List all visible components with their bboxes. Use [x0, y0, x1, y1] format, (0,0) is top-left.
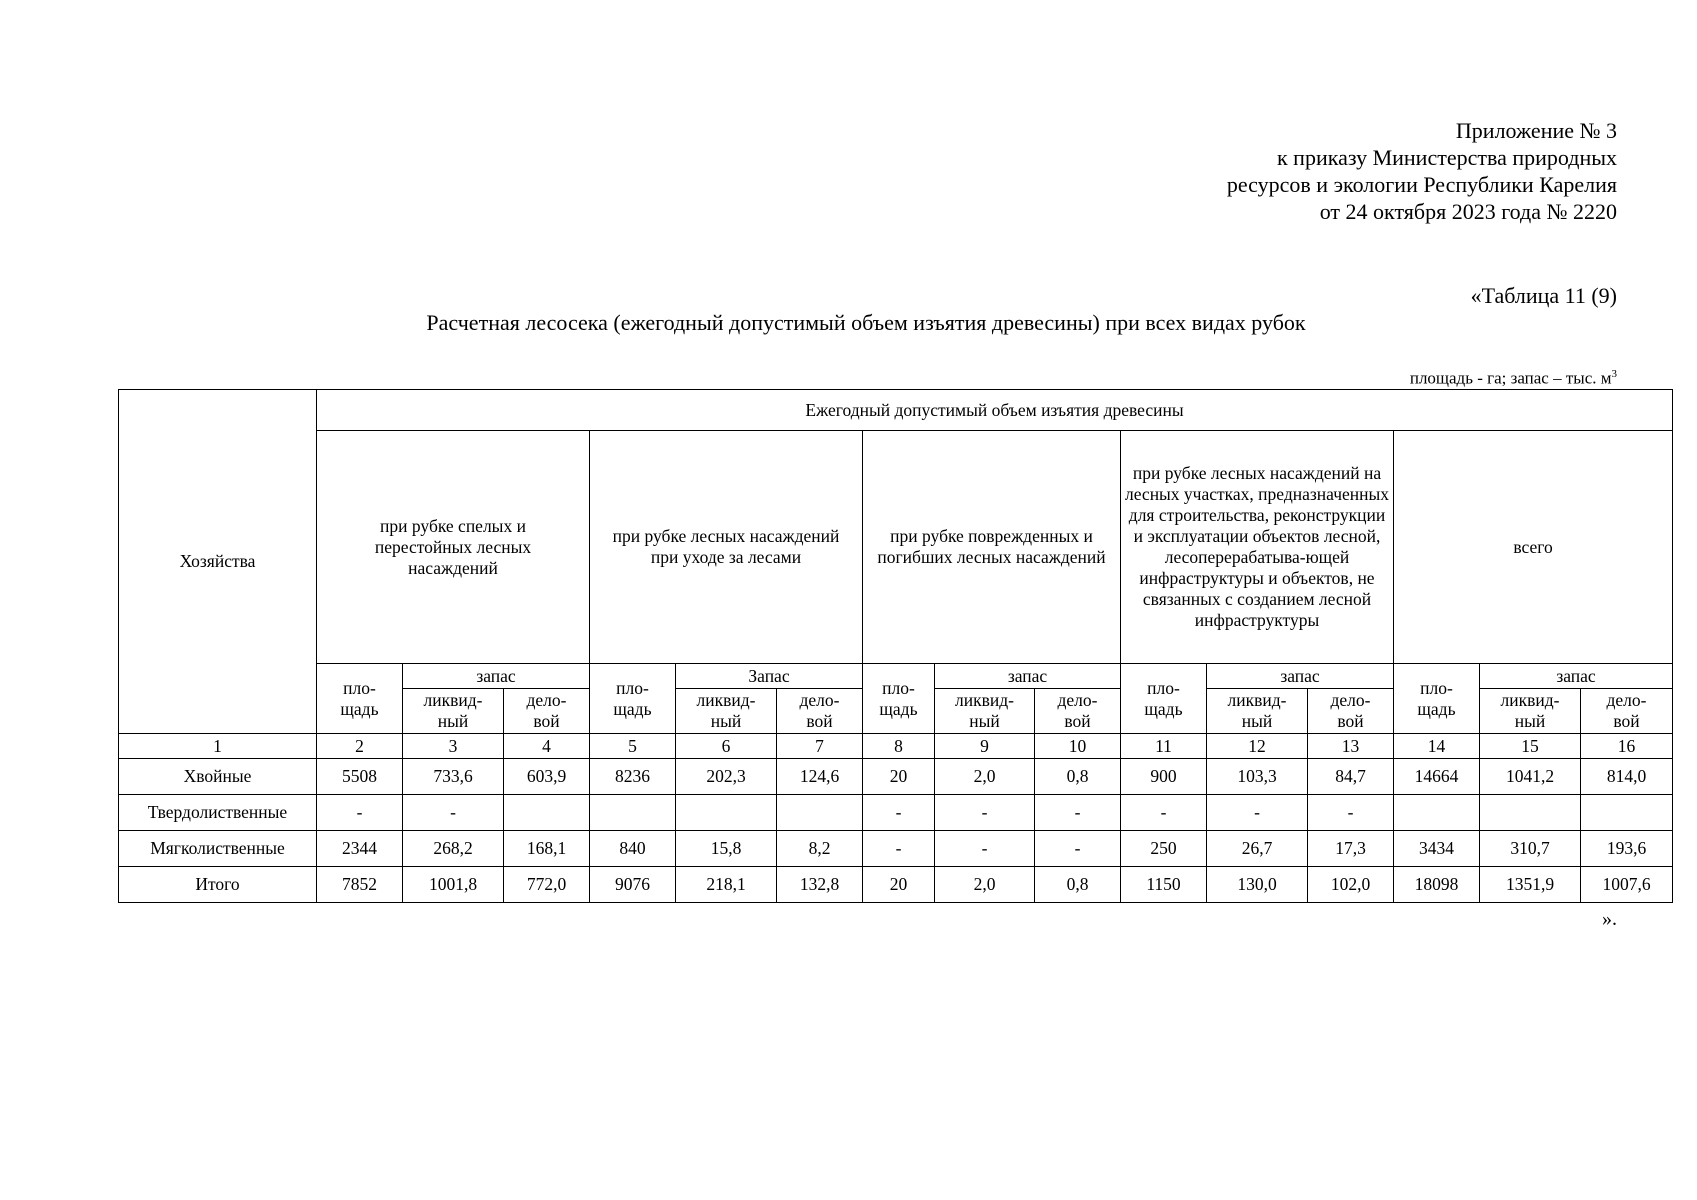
group-header-damaged: при рубке поврежденных и погибших лесных насаждений: [863, 431, 1121, 664]
table-cell: -: [863, 831, 935, 867]
row-label: Хвойные: [119, 759, 317, 795]
table-row: [119, 867, 1673, 903]
table-cell: 132,8: [777, 867, 863, 903]
table-cell: 18098: [1394, 867, 1480, 903]
appendix-line-4: от 24 октября 2023 года № 2220: [1319, 199, 1617, 224]
subheader-business: дело-вой: [1035, 689, 1121, 734]
table-cell: 7852: [317, 867, 403, 903]
column-number: 16: [1581, 734, 1673, 759]
column-number: 8: [863, 734, 935, 759]
table-row: [119, 795, 1673, 831]
row-label: Мягколиственные: [119, 831, 317, 867]
subheader-area: пло-щадь: [1394, 664, 1480, 734]
felling-table: [118, 389, 1673, 903]
table-cell: 193,6: [1581, 831, 1673, 867]
table-cell: 9076: [590, 867, 676, 903]
column-number: 5: [590, 734, 676, 759]
table-cell: -: [1035, 831, 1121, 867]
table-row: [119, 831, 1673, 867]
subheader-stock: запас: [1207, 664, 1394, 689]
table-cell: 1150: [1121, 867, 1207, 903]
column-number: 9: [935, 734, 1035, 759]
column-number: 11: [1121, 734, 1207, 759]
table-cell: 250: [1121, 831, 1207, 867]
table-cell: 8236: [590, 759, 676, 795]
table-cell: -: [1121, 795, 1207, 831]
table-cell: 14664: [1394, 759, 1480, 795]
table-cell: 814,0: [1581, 759, 1673, 795]
subheader-liquid: ликвид-ный: [403, 689, 504, 734]
table-cell: -: [1308, 795, 1394, 831]
table-title: Расчетная лесосека (ежегодный допустимый объем изъятия древесины) при всех видах рубок: [426, 310, 1306, 335]
table-cell: [590, 795, 676, 831]
table-cell: 1041,2: [1480, 759, 1581, 795]
table-cell: -: [863, 795, 935, 831]
table-cell: 603,9: [504, 759, 590, 795]
table-cell: 17,3: [1308, 831, 1394, 867]
table-cell: 1351,9: [1480, 867, 1581, 903]
appendix-line-2: к приказу Министерства природных: [1276, 145, 1617, 170]
table-cell: [504, 795, 590, 831]
table-cell: -: [317, 795, 403, 831]
closing-quote: ».: [1602, 908, 1617, 930]
table-cell: 733,6: [403, 759, 504, 795]
table-cell: 3434: [1394, 831, 1480, 867]
row-label: Твердолиственные: [119, 795, 317, 831]
subheader-business: дело-вой: [1308, 689, 1394, 734]
table-cell: 0,8: [1035, 759, 1121, 795]
column-number: 13: [1308, 734, 1394, 759]
column-number: 3: [403, 734, 504, 759]
table-cell: 26,7: [1207, 831, 1308, 867]
table-cell: 218,1: [676, 867, 777, 903]
table-cell: [777, 795, 863, 831]
table-cell: -: [1207, 795, 1308, 831]
table-row: [119, 759, 1673, 795]
subheader-business: дело-вой: [777, 689, 863, 734]
table-cell: 124,6: [777, 759, 863, 795]
table-cell: 15,8: [676, 831, 777, 867]
column-number: 6: [676, 734, 777, 759]
column-number-row: [119, 734, 1673, 759]
column-number: 15: [1480, 734, 1581, 759]
subheader-business: дело-вой: [1581, 689, 1673, 734]
column-number: 12: [1207, 734, 1308, 759]
appendix-line-3: ресурсов и экологии Республики Карелия: [1226, 172, 1617, 197]
table-cell: [1394, 795, 1480, 831]
group-header-total: всего: [1394, 431, 1673, 664]
table-cell: 102,0: [1308, 867, 1394, 903]
subheader-liquid: ликвид-ный: [676, 689, 777, 734]
subheader-stock: запас: [1480, 664, 1673, 689]
table-cell: 103,3: [1207, 759, 1308, 795]
column-number: 4: [504, 734, 590, 759]
subheader-stock: Запас: [676, 664, 863, 689]
table-cell: -: [935, 831, 1035, 867]
units-text: площадь - га; запас – тыс. м: [1409, 368, 1612, 388]
table-cell: 202,3: [676, 759, 777, 795]
table-cell: 2344: [317, 831, 403, 867]
table-cell: 2,0: [935, 867, 1035, 903]
subheader-liquid: ликвид-ный: [1207, 689, 1308, 734]
table-cell: 772,0: [504, 867, 590, 903]
subheader-stock: запас: [403, 664, 590, 689]
subheader-area: пло-щадь: [863, 664, 935, 734]
table-cell: 5508: [317, 759, 403, 795]
table-cell: 20: [863, 867, 935, 903]
subheader-area: пло-щадь: [317, 664, 403, 734]
column-number: 2: [317, 734, 403, 759]
table-cell: [1480, 795, 1581, 831]
subheader-liquid: ликвид-ный: [935, 689, 1035, 734]
units-note: [1410, 368, 1617, 389]
column-number: 10: [1035, 734, 1121, 759]
table-cell: -: [1035, 795, 1121, 831]
table-cell: 310,7: [1480, 831, 1581, 867]
table-cell: 20: [863, 759, 935, 795]
table-cell: 8,2: [777, 831, 863, 867]
appendix-header: [1227, 117, 1617, 225]
col-header-farms: Хозяйства: [119, 390, 317, 734]
table-cell: 1001,8: [403, 867, 504, 903]
subheader-liquid: ликвид-ный: [1480, 689, 1581, 734]
table-cell: 168,1: [504, 831, 590, 867]
table-cell: 1007,6: [1581, 867, 1673, 903]
table-cell: 130,0: [1207, 867, 1308, 903]
table-cell: 268,2: [403, 831, 504, 867]
table-cell: 900: [1121, 759, 1207, 795]
subheader-area: пло-щадь: [590, 664, 676, 734]
table-cell: -: [403, 795, 504, 831]
table-cell: 0,8: [1035, 867, 1121, 903]
column-number: 7: [777, 734, 863, 759]
column-number: 1: [119, 734, 317, 759]
units-superscript: 3: [1611, 368, 1617, 380]
table-body: [119, 759, 1673, 903]
table-cell: 84,7: [1308, 759, 1394, 795]
table-cell: -: [935, 795, 1035, 831]
subheader-business: дело-вой: [504, 689, 590, 734]
group-header-construction: при рубке лесных насаждений на лесных участках, предназначенных для строительства, реконструкции и эксплуатации объектов лесной, лесоперерабатыва-ющей инфраструктуры и объектов, не связанных с созданием лесной инфраструктуры: [1121, 431, 1394, 664]
appendix-line-1: Приложение № 3: [1455, 118, 1617, 143]
table-cell: 840: [590, 831, 676, 867]
col-header-annual-volume: Ежегодный допустимый объем изъятия древесины: [317, 390, 1673, 431]
column-number: 14: [1394, 734, 1480, 759]
table-number: «Таблица 11 (9): [1470, 283, 1617, 308]
subheader-stock: запас: [935, 664, 1121, 689]
subheader-area: пло-щадь: [1121, 664, 1207, 734]
row-label: Итого: [119, 867, 317, 903]
table-cell: 2,0: [935, 759, 1035, 795]
group-header-care: при рубке лесных насаждений при уходе за лесами: [590, 431, 863, 664]
table-cell: [1581, 795, 1673, 831]
group-header-mature: при рубке спелых и перестойных лесных насаждений: [317, 431, 590, 664]
table-cell: [676, 795, 777, 831]
